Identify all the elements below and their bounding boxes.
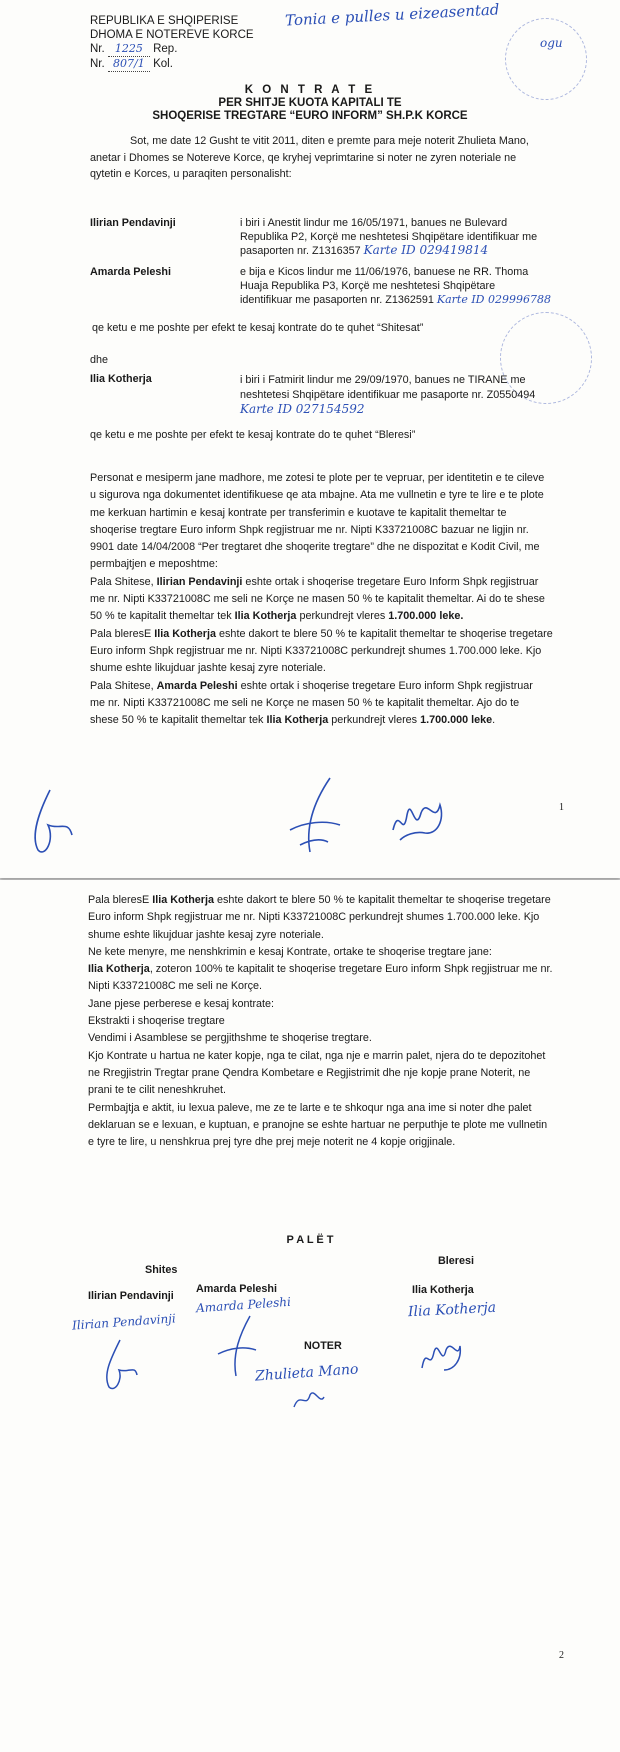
party2-name: Amarda Peleshi [90,266,172,278]
signature-scribble-5 [212,1312,262,1382]
sellers-reference: qe ketu e me poshte per efekt te kesaj kontrate do te quhet “Shitesat” [92,322,424,334]
label-notary: NOTER [304,1340,342,1352]
header-republic: REPUBLIKA E SHQIPERISE [90,15,239,27]
seller2-printed-name: Amarda Peleshi [196,1283,278,1295]
signature-scribble-2 [280,770,350,860]
page-number-2: 2 [559,1650,564,1661]
label-seller: Shites [145,1264,178,1276]
party2-details: e bija e Kicos lindur me 11/06/1976, banuese ne RR. Thoma Huaja Republika P3, Korçë me neshtetesi Shqipëtare identifikuar me pasaporten nr. Z1362591 Karte ID 029996788 [240,266,551,306]
nr-rep-handwritten: 1225 [108,42,150,57]
header-chamber: DHOMA E NOTEREVE KORCE [90,29,254,41]
contract-body-page2: Pala bleresE Ilia Kotherja eshte dakort te blere 50 % te kapitalit themeltar te shoqerise tregetare Euro inform Shpk regjistruar me nr. Nipti K33721008C perkundrejt shumes 1.700.000 leke. Kjo shume eshte likujduar jashte kesaj zyre noteriale. Ne kete menyre, me nenshkrimin e kesaj Kontrate, ortake te shoqerise tregtare jane: Ilia Kotherja, zoteron 100% te kapitalit te shoqerise tregetare Euro inform Shpk regjistruar me nr. Nipti K33721008C me seli ne Korçe. Jane pjese perberese e kesaj kontrate: Ekstrakti i shoqerise tregtare Vendimi i Asamblese se pergjithshme te shoqerise tregtare. Kjo Kontrate u hartua ne kater kopje, nga te cilat, nga nje e marrin palet, njera do te depozitohet ne Rregjistrin Tregtar prane Qendra Kombetare e Regjistrimit dhe nje kopje prane Noterit, ne prani te te cilit neneshkruhet. Permbajtja e aktit, iu lexua paleve, me ze te larte e te shkoqur nga ana ime si noter dhe palet deklaruan se e lexuan, e kuptuan, e pranojne se eshte hartuar ne perputhje te plote me vullnetin e tyre te lire, u nenshkrua prej tyre dhe prej meje noterit ne 4 kopje origjinale. [88,894,553,1149]
party1-id-handwritten: Karte ID 029419814 [363,243,489,257]
buyer-signature: Ilia Kotherja [407,1299,497,1321]
nr-kol-handwritten: 807/1 [108,57,150,72]
party1-details: i biri i Anestit lindur me 16/05/1971, banues ne Bulevard Republika P2, Korçë me neshtetesi Shqipëtare identifikuar me pasaporten nr. Z1316357 Karte ID 029419814 [240,217,538,257]
and-connector: dhe [90,354,109,366]
signature-scribble-6 [416,1330,466,1380]
party3-id-handwritten: Karte ID 027154592 [240,402,365,416]
contract-title [0,84,620,123]
handwritten-stamp-note: Tonia e pulles u eizeasentad [284,0,500,30]
header-nr-rep: Nr. 1225 Rep. [90,42,178,55]
party2-id-handwritten: Karte ID 029996788 [436,293,551,306]
page-number-1: 1 [559,802,564,813]
notary-signature: Zhulieta Mano [254,1361,359,1385]
signatures-title: P A L Ë T [286,1234,334,1246]
intro-paragraph: Sot, me date 12 Gusht te vitit 2011, diten e premte para meje noterit Zhulieta Mano, anetar i Dhomes se Notereve Korce, qe kryhej veprimtarine si noter ne zyren noteriale ne qytetin e Korces, u paraqiten personalisht: [90,135,529,180]
stamp-initials: ogu [540,36,563,50]
seller2-signature: Amarda Peleshi [195,1294,292,1316]
signature-scribble-4 [95,1335,145,1395]
title-subject: PER SHITJE KUOTA KAPITALI TE [218,97,402,109]
letterhead [90,14,254,72]
title-company: SHOQERISE TREGTARE “EURO INFORM” SH.P.K KORCE [152,110,468,122]
label-buyer: Bleresi [438,1255,475,1267]
contract-body-page1: Personat e mesiperm jane madhore, me zotesi te plote per te vepruar, per identitetin e te cileve u sigurova nga dokumentet identifikuese qe ata mbajne. Ata me vullnetin e tyre te lire e te plote me kerkuan hartimin e kesaj kontrate per transferimin e kuotave te kapitalit themeltar te shoqerise tregtare Euro inform Shpk regjistruar me nr. Nipti K33721008C bazuar ne ligjin nr. 9901 date 14/04/2008 “Per tregtaret dhe shoqerite tregtare” dhe ne dispozitat e Kodit Civil, me permbajtjen e meposhtme: Pala Shitese, Ilirian Pendavinji eshte ortak i shoqerise tregetare Euro Inform Shpk regjistruar me nr. Nipti K33721008C me seli ne Korçe ne masen 50 % te kapitalit themeltar. Ai do te shese 50 % te kapitalit themeltar tek Ilia Kotherja perkundrejt vleres 1.700.000 leke. Pala bleresE Ilia Kotherja eshte dakort te blere 50 % te kapitalit themeltar te shoqerise tregetare Euro inform Shpk regjistruar me nr. Nipti K33721008C perkundrejt shumes 1.700.000 leke. Kjo shume eshte likujduar jashte kesaj zyre noteriale. Pala Shitese, Amarda Peleshi eshte ortak i shoqerise tregetare Euro inform Shpk regjistruar me nr. Nipti K33721008C me seli ne Korçe ne masen 50 % te kapitalit themeltar. Ajo do te shese 50 % te kapitalit themeltar tek Ilia Kotherja perkundrejt vleres 1.700.000 leke. [90,472,553,727]
buyer-reference: qe ketu e me poshte per efekt te kesaj kontrate do te quhet “Bleresi” [90,429,416,441]
signature-scribble-3 [385,785,455,850]
party3-name: Ilia Kotherja [90,373,152,385]
header-nr-kol: Nr. 807/1 Kol. [90,57,173,70]
seller1-signature: Ilirian Pendavinji [71,1311,177,1333]
seller1-printed-name: Ilirian Pendavinji [88,1290,174,1302]
party3-details: i biri i Fatmirit lindur me 29/09/1970, banues ne TIRANE me neshtetesi Shqipëtare identifikuar me pasaporte nr. Z0550494 Karte ID 027154592 [240,373,566,417]
title-kontrate: K O N T R A T E [244,84,376,96]
signature-scribble-1 [20,780,90,860]
document-page-2 [0,880,620,1752]
notary-initials-scribble [290,1385,330,1415]
buyer-printed-name: Ilia Kotherja [412,1284,474,1296]
party1-name: Ilirian Pendavinji [90,217,176,229]
